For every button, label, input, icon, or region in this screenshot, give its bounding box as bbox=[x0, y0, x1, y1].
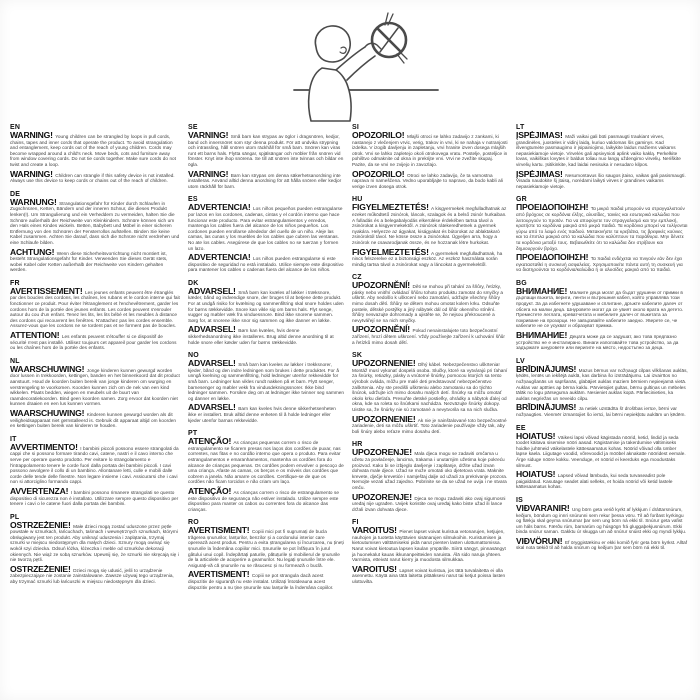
warning-heading: WARNING! bbox=[10, 130, 53, 140]
warning-paragraph bbox=[516, 469, 688, 490]
warning-text: Les jeunes enfants peuvent être étranglés par des boucles des cordons, les chaînes, les rubans et le cordon interne qui fait fonctionner ce produit. Pour éviter l'étranglement et l'enchevêtrement, garder les cordons hors de la portée des jeunes enfants. Les cordes peuvent s'enrouler autour du cou d'un enfant. Tenez les lits, les lits bébé et les meubles à distance des cordons qui recouvrent les fenêtres. N'attachez pas les cordes ensemble. Assurez-vous que les cordons ne se tordent pas et ne forment pas de boucles. bbox=[10, 289, 180, 329]
warning-paragraph bbox=[516, 168, 688, 190]
language-section-ro bbox=[188, 519, 344, 590]
warning-paragraph bbox=[516, 330, 688, 351]
warning-heading: ĮSPĖJIMAS! bbox=[516, 168, 563, 179]
warning-heading: AVERTISSEMENT! bbox=[10, 285, 83, 296]
column-1 bbox=[10, 120, 180, 597]
warning-text: As crianças pequenas correm o risco de estrangulamento se ficarem presas nos laços dos cordões de puxar, nas correntes, nas fitas e no cordão interno que opera o produto. Para evitar estrangulamentos e emaranhamentos, mantenha os cordões fora do alcance de crianças pequenas. Os cordões podem envolver o pescoço de uma criança. Afaste as camas, os berços e os móveis dos cordões que cobrem a janela. Não amarre os cordões. Certifique-se de que os cordões não ficam torcidos e não criam um laço. bbox=[188, 440, 344, 485]
warning-heading: UPOZORNENIE! bbox=[352, 413, 416, 424]
warning-paragraph bbox=[10, 130, 180, 168]
warning-heading: AVERTISMENT! bbox=[188, 569, 250, 580]
warning-paragraph bbox=[10, 330, 180, 351]
warning-paragraph bbox=[10, 485, 180, 507]
language-section-ee bbox=[516, 425, 688, 490]
language-section-is bbox=[516, 497, 688, 551]
language-code: DK bbox=[188, 279, 199, 287]
language-section-nl bbox=[10, 358, 180, 429]
warning-text: Τα μικρά παιδιά μπορούν να στραγγαλιστούν από βρόχους σε κορδόνια έλξης, αλυσίδες, ταινίες και εσωτερικά καλώδια που λειτουργούν το προϊόν. Για να αποφύγετε τον στραγγαλισμό και την εμπλοκή, κρατήστε τα κορδόνια μακριά από μικρά παιδιά. Τα κορδόνια μπορεί να τυλίγονται γύρω από το λαιμό ενός παιδιού. Μετακινήστε τα κρεβάτια, τις βρεφικές κούνιες και τα έπιπλα μακριά από τα καλώδια που καλύπτουν τα παράθυρα. Μην δένετε τα κορδόνια μεταξύ τους. Βεβαιωθείτε ότι τα καλώδια δεν στρίβουν και δημιουργούν βρόχο. bbox=[516, 206, 688, 251]
language-section-dk bbox=[188, 280, 344, 345]
warning-paragraph bbox=[188, 525, 344, 568]
warning-heading: OPOZORILO! bbox=[352, 168, 405, 179]
language-section-hr bbox=[352, 441, 508, 512]
warning-text: Strangulationsgefahr für Kinder durch Schlaufen in Zugschnüren, Ketten, Bändern und der inneren Schnur, die dieses Produkt lenken(!). Um Strangulierung und ein Verheddern zu vermeiden, halten Sie die Schnüre außerhalb der Reichweite von Kleinkindern. Schnüre können sich um den Hals eines Kindes wickeln. Betten, Babybett und Möbel in einer sicheren Entfernung von den Schnüren der Fensterrollos aufstellen. Binden Sie keine Kabel zusammen. Achten Sie darauf, dass sich die Schnüre nicht verdrehen und eine Schlaufe bilden. bbox=[10, 200, 180, 245]
language-section-no bbox=[188, 352, 344, 423]
warning-heading: ADVARSEL! bbox=[188, 285, 236, 296]
warning-heading: AVVERTIMENTO! bbox=[10, 441, 78, 452]
language-code: GR bbox=[516, 196, 527, 204]
warning-text: Børn kan kvæles, hvis denne sikkerhedsanordning ikke installeres. Brug altid denne anordning til at holde snore eller kæder uden for børns rækkevidde. bbox=[188, 328, 334, 345]
warning-heading: ADVARSEL! bbox=[188, 324, 236, 335]
warning-heading: ATTENTION! bbox=[10, 330, 60, 341]
language-code: SK bbox=[352, 352, 363, 360]
language-section-en bbox=[10, 124, 180, 184]
warning-text: A gyermekek megfulladhatnak, ha nincs felszerelve ez a biztonsági eszköz. Az eszköz használata során mindig tartsa távol a zsinórokat vagy a láncokat a gyermekektől. bbox=[352, 250, 503, 267]
warning-heading: ĮSPĖJIMAS! bbox=[516, 130, 563, 140]
language-code: PT bbox=[188, 430, 198, 438]
warning-text: Young children can be strangled by loops in pull cords, chains, tapes and inner cords that operate the product. To avoid strangulation and entanglement, keep cords out of the reach of young children. Cords may become wrapped around a child's neck. Move beds, cots and furniture away from window covering cords. Do not tie cords together. Make sure cords do not twist and create a loop. bbox=[10, 134, 176, 167]
warning-paragraph bbox=[352, 324, 508, 345]
warning-text: Les enfants peuvent s'étouffer si ce dispositif de sécurité n'est pas installé. Utilisez toujours cet appareil pour garder les cordons ou les chaînes hors de la portée des enfants. bbox=[10, 334, 177, 351]
warning-paragraph bbox=[188, 358, 344, 401]
warning-text: Nesumontavus šio saugos įtaiso, vaikas gali pasismaugti. Visada naudokite šį įtaisą, norėdami laikyti virves ir grandines vaikams nepasiekiamoje vietoje. bbox=[516, 172, 686, 189]
warning-text: Små barn kan strypas av öglor i dragsnören, kedjor, band och innersnöret som styr denna produkt. För att undvika strypning och intrassling, håll snören utom räckhåll för små barn. Snören kan viras runt ett barns hals. Flytta sängar, spjälsängar och möbler från snören vid fönster. Knyt inte ihop snörena. Se till att snören inte tvinnas och bildar en ögla. bbox=[188, 134, 344, 167]
warning-paragraph bbox=[10, 563, 180, 585]
warning-text: Maži vaikai gali būti pasmaugti traukiant virves, grandinėles, juosteles ir vidinį laidą, kuriuo valdomas šis gaminys. Kad išvengtumėte pasmaugimo ir įsipainiojimo, laikykite laidus mažiems vaikams nepasiekiamoje vietoje. Virvelės gali apsivynioti aplink vaiko kaklą. Perkelkite lovas, vaikiškas lovytes ir baldus toliau nuo langų uždengimo virvelių. Neriškite virvelių kartu. Įsitikinkite, kad laidai nesisuka ir nesudaro kilpos. bbox=[516, 134, 681, 167]
column-4 bbox=[516, 120, 688, 597]
column-2 bbox=[188, 120, 344, 597]
warning-heading: ΠΡΟΕΙΔΟΠΟΙΗΣΗ! bbox=[516, 252, 589, 263]
warning-paragraph bbox=[516, 363, 688, 402]
warning-paragraph bbox=[10, 168, 180, 184]
warning-heading: WAARSCHUWING! bbox=[10, 363, 85, 374]
warning-heading: ATENÇÃO! bbox=[188, 436, 232, 447]
warning-text: Lapsed võivad lämbuda, kui seda turvaseadist pole paigaldatud. Kasutage seadet alati selleks, et hoida nöörid või ketid lastele kättesaamatus kohas. bbox=[516, 473, 673, 490]
language-section-de bbox=[10, 191, 180, 273]
warning-paragraph bbox=[352, 130, 508, 168]
warning-paragraph bbox=[10, 285, 180, 329]
warning-paragraph bbox=[516, 252, 688, 273]
warning-heading: ВНИМАНИЕ! bbox=[516, 285, 568, 296]
warning-text: Jonge kinderen kunnen gewurgd worden door lussen in trekkoorden, kettingen, banden en het binnenkoord dat dit product aanstuurt. Houd de koorden buiten bereik van jonge kinderen om wurging en verstrengeling te voorkomen. Koorden kunnen zich om de nek van een kind wikkelen. Plaats bedden, wiegen en meubels uit de buurt van raamdecoratiekoorden. Bind geen koorden samen. Zorg ervoor dat koorden niet kunnen draaien en een lus kunnen vormen. bbox=[10, 367, 180, 407]
language-code: BG bbox=[516, 279, 527, 287]
warning-heading: ΠΡΟΕΙΔΟΠΟΙΗΣΗ! bbox=[516, 202, 589, 213]
warning-paragraph bbox=[188, 324, 344, 345]
warning-heading: FIGYELMEZTETÉS! bbox=[352, 202, 429, 213]
language-section-si bbox=[352, 124, 508, 189]
warning-heading: BRĪDINĀJUMS! bbox=[516, 402, 577, 413]
language-columns bbox=[10, 120, 698, 597]
language-code: SE bbox=[188, 124, 198, 131]
warning-paragraph bbox=[352, 168, 508, 190]
warning-text: Małe dzieci mogą zostać uduszone przez pętle powstałe w sznurkach, łańcuchach, taśmach i wewnętrznych sznurkach, którymi obsługiwany jest ten produkt. Aby uniknąć uduszenia i zaplątania, trzymaj sznurki w miejscu niedostępnym dla małych dzieci. Sznury mogą owinąć się wokół szyi dziecka. Odsuń łóżka, łóżeczka i meble od sznurków dekoracji okiennych. Nie wiąż ze sobą sznurków. Upewnij się, że sznurki nie skręcają się i nie tworzą pętli. bbox=[10, 523, 179, 563]
warning-paragraph bbox=[10, 407, 180, 429]
warning-text: Dlhý kábel. Nebezpečenstvo uškrtenia! Montáž musí vykonať dospelá osoba. Slučky, ktoré sa vytvárajú pri ťahaní za šnúrky, retiazky, pásky a vnútorné šnúrky, pomocou ktorých sa tento výrobok ovláda, môžu pre malé deti predstavovať nebezpečenstvo zaškrtenia. Aby ste predišli uškrteniu alebo zamotaniu sa do týchto šnúrok, udržujte ich mimo dosahu malých detí. Šnúrky sa môžu omotať okolo krku dieťaťa. Presuňte detské postieľky, ohrádky a nábytok ďalej od okna, kde sa roleta so šnúrkami nachádza. Nezväzujte šnúrky dokopy. Uistite sa, že šnúrky nie sú zamotané a nevytvorila sa na nich slučka. bbox=[352, 362, 508, 412]
warning-text: Mlajši otroci se lahko zadavijo z zankami, ki nastanejo z vlečenjem vrvic, verig, trakov in vrvi, ki se nahaja v notranjosti izdelka. V izogib davljenju in zapletanju, vrvi hranite izven dosega mlajših otrok. Vrvi se lahko zapletejo okoli otrokovega vratu. Postelje, posteljice in pohištvo odmaknite od okna in prekrijte vrvi. Vrvi ne zvežite skupaj. Pazite, da se vrvi ne zvijejo in zavozlajo. bbox=[352, 134, 508, 167]
language-section-it bbox=[10, 436, 180, 507]
warning-paragraph bbox=[10, 519, 180, 563]
warning-text: Pienet lapset voivat kuristua vetonarujen, ketjujen, nauhojen ja tuotetta käyttävien sisänarujen silmukoihin. Kuristumisen ja kietoutumisen välttämiseksi pidä narut pienten lasten ulottumattomissa. Narut voivat kietoutua lapsen kaulan ympärille. Siirrä sängyt, pinnasängyt ja huonekalut kauas ikkunanpeitteiden naruista. Älä sido naruja yhteen. Varmista, etteivät narut kierry ja muodosta silmukkaa. bbox=[352, 529, 506, 563]
warning-heading: OPOZORILO! bbox=[352, 130, 405, 140]
warning-paragraph bbox=[352, 246, 508, 268]
child-reaching-crossed-cord-icon bbox=[288, 10, 444, 122]
warning-text: Children can strangle if this safety device is not installed. Always use this device to keep cords or chains out of the reach of children. bbox=[10, 172, 175, 184]
warning-heading: UPOZORENJE! bbox=[352, 491, 412, 502]
warning-heading: VAROITUS! bbox=[352, 525, 397, 536]
warning-paragraph bbox=[188, 436, 344, 485]
warning-text: Små barn kan kveles av løkker i trekksnorer, kjeder, bånd og den indre ledningen som brukes i dette produktet. For å unngå kvelning og sammenfiltring, hold ledninger utenfor rekkevidde for små barn. Ledninger kan vikles rundt nakken på et barn. Flytt senger, barnesenger og møbler vekk fra vindusdekningssnorer. Ikke bind ledninger sammen. Forsikre deg om at ledninger ikke tvinner seg sammen og danner en løkke. bbox=[188, 362, 344, 401]
language-section-bg bbox=[516, 280, 688, 351]
warning-paragraph bbox=[516, 430, 688, 469]
warning-text: Barn kan kveles hvis denne sikkerhetsenheten ikke er installert. Bruk alltid denne enheten til å holde ledninger eller kjeder utenfor barnas rekkevidde. bbox=[188, 406, 336, 423]
warning-text: Lapset voivat kuristua, jos tätä turvalaitetta ei olla asennettu. Käytä aina tätä laitetta pitääksesi narut tai ketjut poissa lasten ulottuvilta. bbox=[352, 567, 506, 585]
language-section-pl bbox=[10, 514, 180, 585]
warning-heading: AVVERTENZA! bbox=[10, 485, 69, 496]
warning-heading: VARNING! bbox=[188, 168, 229, 179]
language-section-lv bbox=[516, 358, 688, 418]
warning-heading: WARNING! bbox=[10, 168, 53, 179]
language-section-gr bbox=[516, 196, 688, 273]
language-code: IT bbox=[10, 435, 17, 443]
warning-heading: ADVERTENCIA! bbox=[188, 252, 251, 263]
warning-text: Τα παιδιά ενδέχεται να πνιγούν εάν δεν έχει εγκατασταθεί η συσκευή ασφαλείας. Χρησιμοποιείτε πάντα αυτή τη συσκευή για να διατηρούνται τα κορδόνια/καλώδια ή οι αλυσίδες μακριά από τα παιδιά. bbox=[516, 256, 683, 273]
warning-paragraph bbox=[10, 246, 180, 273]
warning-text: Väikesi lapsi võivad kägistada nöörid, ketid, lindid ja seda toodet käitava sisemise nööri aasad. Kägistamise ja takerdumise vältimiseks hoidke juhtmeid väikelastele kättesaamatus kohas. Nöörid võivad olla ümber lapse kaela. Liigutage voodid, võrevoodid ja mööbel aknakatte nööridest eemale. Ärge siduge nööre kokku. Veenduge, et nöörid ei keerduks ega moodustaks silmust. bbox=[516, 434, 686, 468]
warning-text: Dzieci mogą się udusić, jeśli to urządzenie zabezpieczające nie zostanie zainstalowane. Zawsze używaj tego urządzenia, aby trzymać sznurki lub łańcuszki w miejscu niedostępnym dla dzieci. bbox=[10, 567, 174, 585]
warning-paragraph bbox=[10, 441, 180, 485]
warning-paragraph bbox=[516, 535, 688, 551]
language-section-fi bbox=[352, 519, 508, 584]
warning-paragraph bbox=[352, 202, 508, 245]
warning-text: Barn kan strypas om denna säkerhetsanordning inte installeras. Använd alltid denna anordning för att hålla snören eller kedjor utom räckhåll för barn. bbox=[188, 172, 342, 189]
language-code: RO bbox=[188, 519, 199, 527]
warning-text: Los niños pequeños pueden estrangularse por lazos en los cordones, cadenas, cintas y el cordón interno que hace funcionar este producto. Para evitar estrangulamientos y enredos, mantenga los cables fuera del alcance de los niños pequeños. Los cordones pueden enrollarse alrededor del cuello de un niño. Aleje las camas, las cunas y los muebles de los cables que cubren las ventanas. No ate los cables. Asegúrese de que los cables no se tuerzan y formen un lazo. bbox=[188, 206, 343, 251]
warning-heading: UPOZORNĚNÍ! bbox=[352, 280, 410, 291]
warning-heading: VIÐVÖRUN! bbox=[516, 535, 563, 546]
language-code: LV bbox=[516, 357, 525, 365]
warning-heading: ADVARSEL! bbox=[188, 358, 236, 369]
language-section-hu bbox=[352, 196, 508, 267]
warning-text: Ef öryggistækinu er ekki komið fyrir geta börn kyrkst. Alltaf skal nota tækið til að halda snúrum og keðjum þar sem börn ná ekki til. bbox=[516, 539, 688, 551]
language-code: IS bbox=[516, 496, 524, 504]
warning-text: Pokud nenainstalujete toto bezpečnostní zařízení, hrozí dětem uškrcení. Vždy používejte zařízení k uchování šňůr a řetízků mimo dosah dětí. bbox=[352, 328, 505, 345]
warning-text: Ung börn geta verið kyrkt af lykkjum í dráttarsnúrum, keðjum, böndum og innri snúrunni sem rekur þessa vöru. Til að forðast kyrkingu og flækju skal geyma snúrurnar þar sem ung börn ná ekki til. Snúrur geta vafist um háls barns. Færðu rúm, barnarúm og húsgögn frá gluggaþekjusnúrum. Ekki binda snúrur saman. Gakktu úr skugga um að snúrur snúist ekki og myndi lykkju. bbox=[516, 506, 687, 535]
language-section-se bbox=[188, 124, 344, 189]
warning-text: Wenn diese Sicherheitsvorrichtung nicht montiert ist, besteht Strangulationsgefahr für Kinder. Verwenden Sie dieses Gerät stets, wobei Kabel oder Ketten außerhalb der Reichweite von Kindern gehalten werden. bbox=[10, 250, 168, 273]
language-code: EN bbox=[10, 124, 21, 131]
warning-text: Mala djeca mogu se zadaviti omčama u užetu za povlačenje, lancima, trakama i unutarnjim užetima koje pokreću proizvod. Kako bi se izbjeglo davljenje i zaplitanje, držite užad izvan dohvata male djece. Užad se može omotati oko djetetova vrata. Maknite krevete, dječje krevetiće i namještaj dalje od užadi za prekrivanje prozora. Nemojte vezati užad zajedno. Pobrinite se da se užad ne uvija i ne stvara omču. bbox=[352, 451, 508, 490]
warning-heading: VAROITUS! bbox=[352, 563, 397, 574]
language-code: HR bbox=[352, 441, 363, 449]
warning-paragraph bbox=[516, 502, 688, 535]
warning-paragraph bbox=[10, 363, 180, 407]
warning-illustration bbox=[288, 10, 444, 122]
warning-text: Mazus bērnus var nožņaugt cilpas vilkšanas auklās, ķēdēs, lentēs un iekšējā auklā, kas darbina šo izstrādājumu. Lai izvairītos no nožņaugšanās un sapīšanās, glabājiet auklas maziem bērniem nepieejamā vietā. Auklas var aptīties ap bērna kaklu. Pārvietojiet gultas, bērnu gultiņas un mēbeles tālāk no logu pārseguma auklām. Nesieniet auklas kopā. Pārliecinieties, ka auklas negriežas un neveido cilpu. bbox=[516, 367, 688, 401]
warning-heading: BRĪDINĀJUMS! bbox=[516, 363, 577, 374]
language-section-pt bbox=[188, 430, 344, 512]
warning-heading: WARNUNG! bbox=[10, 196, 57, 207]
warning-paragraph bbox=[352, 491, 508, 513]
warning-heading: ADVARSEL! bbox=[188, 402, 236, 413]
warning-text: Kinderen kunnen gewurgd worden als dit veiligheidsapparaat niet geïnstalleerd is. Gebruik dit apparaat altijd om koorden en kettingen buiten bereik van kinderen te houden. bbox=[10, 411, 176, 429]
warning-heading: AVERTISMENT! bbox=[188, 525, 250, 536]
warning-paragraph bbox=[188, 569, 344, 590]
language-section-cz bbox=[352, 274, 508, 345]
language-section-fr bbox=[10, 280, 180, 351]
warning-heading: UPOZORNENIE! bbox=[352, 358, 416, 369]
warning-text: Copiii se pot strangula dacă acest dispozitiv de siguranță nu este instalat. Utilizați întotdeauna acest dispozitiv pentru a nu ține șnururile sau lanțurile la îndemâna copiilor. bbox=[188, 573, 334, 590]
warning-text: I bambini possono rimanere strangolati se questo dispositivo di sicurezza non è installato. Utilizzare sempre questo dispositivo per tenere i cavi o le catene fuori dalla portata dei bambini. bbox=[10, 489, 179, 507]
warning-paragraph bbox=[188, 485, 344, 512]
language-code: PL bbox=[10, 513, 20, 521]
warning-text: Ak nie je nainštalované toto bezpečnostné zariadenie, deti sa môžu uškrtiť. Toto zariadenie používajte vždy tak, aby boli šnúry alebo reťaze mimo dosahu detí. bbox=[352, 417, 507, 434]
language-code: NO bbox=[188, 352, 199, 360]
warning-heading: ADVERTENCIA! bbox=[188, 202, 251, 213]
warning-heading: HOIATUS! bbox=[516, 430, 556, 441]
language-code: HU bbox=[352, 196, 363, 204]
language-code: NL bbox=[10, 357, 20, 365]
warning-paragraph bbox=[188, 285, 344, 324]
warning-paragraph bbox=[188, 168, 344, 190]
warning-paragraph bbox=[188, 202, 344, 251]
warning-heading: ВНИМАНИЕ! bbox=[516, 330, 568, 341]
warning-text: As crianças correm o risco de estrangulamento se este dispositivo de segurança não estiver instalado. Utilize sempre este dispositivo para manter os cabos ou correntes fora do alcance das crianças. bbox=[188, 489, 339, 512]
warning-paragraph bbox=[352, 525, 508, 563]
language-code: DE bbox=[10, 190, 21, 198]
warning-heading: ATENÇÃO! bbox=[188, 485, 232, 496]
warning-paragraph bbox=[188, 130, 344, 168]
warning-text: Малките деца могат да бъдат удушени от примки в дърпащи въжета, вериги, ленти и вътрешния кабел, който управлява този продукт. За да избегнете удушаване и сплитане, дръжте кабелите далеч от обсега на малки деца. Шнуровете могат да се увият около врата на детето. Преместете леглата, креватчетата и мебелите далеч от въжетата за покриване на прозорци. Не завързвайте кабелите заедно. Уверете се, че кабелите не се усукват и образуват примка. bbox=[516, 289, 684, 329]
warning-heading: FIGYELMEZTETÉS! bbox=[352, 246, 429, 257]
warning-text: Децата може да се задушат, ако това предпазно устройство не е инсталирано. Винаги използвайте това устройство, за да задържате шнуровете или веригите на място, недостъпно за деца. bbox=[516, 334, 679, 351]
warning-paragraph bbox=[188, 402, 344, 423]
warning-heading: UPOZORENJE! bbox=[352, 447, 412, 458]
language-code: ES bbox=[188, 196, 198, 204]
warning-text: Otroci se lahko zadavijo, če ta varnostna naprava ni nameščena. Vedno uporabljajte to napravo, da bodo kabli ali verige izven dosega otrok. bbox=[352, 172, 503, 189]
language-section-es bbox=[188, 196, 344, 273]
warning-paragraph bbox=[10, 196, 180, 246]
language-section-lt bbox=[516, 124, 688, 189]
language-code: FI bbox=[352, 519, 359, 527]
warning-paragraph bbox=[352, 563, 508, 585]
warning-paragraph bbox=[188, 252, 344, 273]
warning-heading: ACHTUNG! bbox=[10, 246, 55, 257]
warning-text: Copiii mici pot fi sugrumați de bucla trăgerea șnururilor, lanțurilor, benzilor și a cordonului interior care operează acest produs. Pentru a evita ștrangularea și încurcarea, nu țineți șnururile la îndemâna copiilor mici. Șnururile se pot înfășura în jurul gâtului unui copil. Îndepărtați paturile, pătuțurile și mobilierul de șnururile de la articolele de acoperire a geamurilor. Nu legați șnururile între ele. Asigurați-vă că șnururile nu se răsucesc și nu formează o buclă. bbox=[188, 529, 344, 568]
warning-text: A kisgyermekek megfulladhatnak az ezeket működtető zsinórok, láncok, szalagok és a belső zsinór hurkaiban. A fulladás és a belegabalyodás elkerülése érdekében tartsa távol a zsinórokat a kisgyermekektől. A zsinórok rátekeredhetnek a gyermek nyakára. Helyezze az ágyakat, kiságyakat és bútorokat az ablaktakaró zsinóroktól távol. Ne kösse össze a zsinórokat. Ügyeljen arra, hogy a zsinórok ne csavarodjanak össze, és ne hozzanak létre hurkokat. bbox=[352, 206, 507, 245]
language-code: LT bbox=[516, 124, 525, 131]
warning-text: Ja netiek uzstādīta šī drošības ierīce, bērni var nožņaugties. Vienmēr izmantojiet šo ierīci, lai bērni nepiekļūtu auklām un ķēdēm. bbox=[516, 406, 686, 417]
language-code: CZ bbox=[352, 274, 362, 282]
column-3 bbox=[352, 120, 508, 597]
warning-text: Djeca se mogu zadaviti ako ovaj sigurnosni uređaj nije ugrađen. Uvijek koristite ovaj uređaj kako biste užad ili lance držali izvan dohvata djece. bbox=[352, 495, 506, 512]
warning-paragraph bbox=[352, 280, 508, 323]
language-section-sk bbox=[352, 352, 508, 434]
warning-paragraph bbox=[352, 413, 508, 435]
language-code: SI bbox=[352, 124, 360, 131]
language-code: FR bbox=[10, 279, 20, 287]
warning-paragraph bbox=[516, 285, 688, 329]
warning-heading: OSTRZEŻENIE! bbox=[10, 563, 71, 574]
warning-paragraph bbox=[516, 130, 688, 168]
warning-heading: VARNING! bbox=[188, 130, 229, 140]
warning-heading: OSTRZEŻENIE! bbox=[10, 519, 71, 530]
warning-heading: UPOZORNĚNÍ! bbox=[352, 324, 410, 335]
warning-paragraph bbox=[516, 202, 688, 251]
warning-heading: VIÐVARANIR! bbox=[516, 502, 570, 513]
warning-text: I bambini piccoli possono essere strangolati da cappi che si possono formare tirando cavi, catene, nastri e il cavo interno che serve per operare questo prodotto. Per evitare lo strangolamento e l'intrappolamento tenere le corde fuori dalla portata dei bambini piccoli. I cavi possono avvolgere il collo di un bambino. Allontanare letti, culle e mobili dalle corde delle tende delle finestre. Non legare insieme i cavi. Assicurarsi che i cavi non si attorciglino formando cappi. bbox=[10, 445, 179, 485]
warning-paragraph bbox=[516, 402, 688, 417]
warning-text: Děti se mohou při tahání za šňůry, řetízky, pásky nebo vnitřní ovládací šňůru tohoto produktu zamotat do smyčky a uškrtit. Aby nedošlo k uškrcení nebo zamotání, udržujte všechny šňůry mimo dosah dětí. Šňůry se dětem mohou omotat kolem krku. Odsuňte postele, dětské postýlky a jiný nábytek dál od šňůr okenního stínění. Šňůry nesvazujte dohromady a ujistěte se, že nejsou překroucené a nevytvářejí se na nich smyčky. bbox=[352, 284, 504, 323]
warning-heading: WAARSCHUWING! bbox=[10, 407, 85, 418]
language-code: EE bbox=[516, 424, 526, 432]
warning-heading: HOIATUS! bbox=[516, 469, 556, 480]
warning-paragraph bbox=[352, 358, 508, 412]
warning-text: Små børn kan kvæles af løkker i træksnore, kæder, bånd og indvendige snore, der bruges til at betjene dette produkt. For at undgå risiko for kvælning og sammenfiltring skal snore holdes uden for børns rækkevidde. Snore kan vikle sig om barns hals. Flyt senge, vugger og møbler væk fra vinduessnore. Bind ikke snorene sammen. Sørg for, at snorene ikke snor sig sammen og ikke danner en løkke. bbox=[188, 289, 344, 323]
warning-text: Los niños pueden estrangularse si este dispositivo de seguridad no está instalado. Utilice siempre este dispositivo para mantener los cables o cadenas fuera del alcance de los niños. bbox=[188, 256, 344, 273]
warning-paragraph bbox=[352, 447, 508, 490]
